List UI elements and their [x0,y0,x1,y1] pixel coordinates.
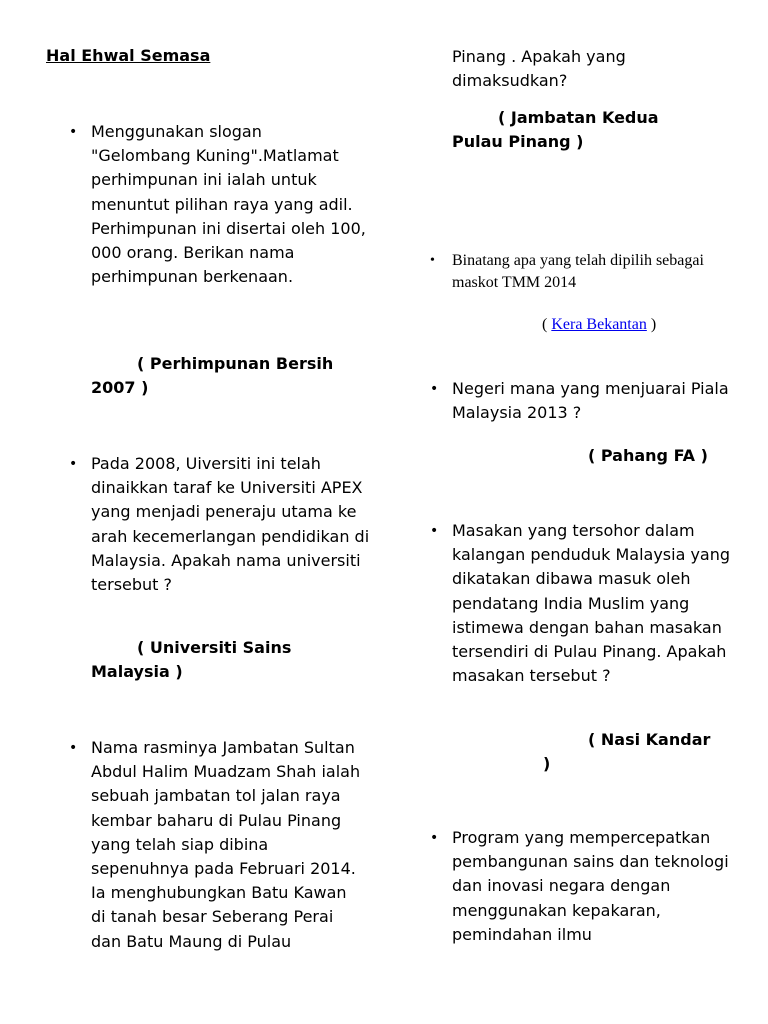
answer-text: ) [543,754,551,773]
bullet-icon: • [430,381,439,397]
answer-text: ( Perhimpunan Bersih 2007 ) [91,354,334,397]
question-item [69,120,366,289]
question-text: Binatang apa yang telah dipilih sebagai maskot TMM 2014 [452,252,704,291]
question-item [69,736,366,954]
answer-text: ( Nasi Kandar [588,730,711,749]
bullet-icon: • [430,830,439,846]
question-item [430,377,752,425]
question-text: Program yang mempercepatkan pembangunan sains dan teknologi dan inovasi negara dengan menggunakan kepakaran, pemindahan ilmu [452,828,729,944]
page-heading: Hal Ehwal Semasa [46,46,211,65]
bullet-icon: • [69,740,78,756]
answer-text: ( Universiti Sains Malaysia ) [91,638,292,681]
question-text: Negeri mana yang menjuarai Piala Malaysia 2013 ? [452,379,729,423]
question-item [430,826,742,947]
question-text: Masakan yang tersohor dalam kalangan penduduk Malaysia yang dikatakan dibawa masuk oleh pendatang India Muslim yang istimewa dengan bahan masakan tersendiri di Pulau Pinang. Apakah masakan tersebut ? [452,521,731,686]
question-text: Pada 2008, Uiversiti ini telah dinaikkan taraf ke Universiti APEX yang menjadi peneraju utama ke arah kecemerlangan pendidikan di Malaysia. Apakah nama universiti tersebut ? [91,454,370,595]
question-text: Nama rasminya Jambatan Sultan Abdul Halim Muadzam Shah ialah sebuah jambatan tol jalan raya kembar baharu di Pulau Pinang yang telah siap dibina sepenuhnya pada Februari 2014. Ia menghubungkan Batu Kawan di tanah besar Seberang Perai dan Batu Maung di Pulau [91,738,361,951]
kera-bekantan-link[interactable]: Kera Bekantan [551,316,647,333]
question-item [69,452,371,597]
question-item [430,519,737,688]
question-item [430,250,722,294]
question-continuation: Pinang . Apakah yang dimaksudkan? [452,47,626,91]
bullet-icon: • [430,253,435,268]
question-text: Menggunakan slogan "Gelombang Kuning".Matlamat perhimpunan ini ialah untuk menuntut pilihan raya yang adil. Perhimpunan ini disertai oleh 100, 000 orang. Berikan nama perhimpunan berkenaan. [91,122,366,287]
bullet-icon: • [430,523,439,539]
bullet-icon: • [69,456,78,472]
answer-text: ( Jambatan Kedua Pulau Pinang ) [452,108,659,151]
answer-text: ( Pahang FA ) [588,446,708,465]
answer-open: ( [542,316,552,333]
answer-close: ) [646,316,657,333]
mascot-answer [542,314,656,336]
bullet-icon: • [69,124,78,140]
